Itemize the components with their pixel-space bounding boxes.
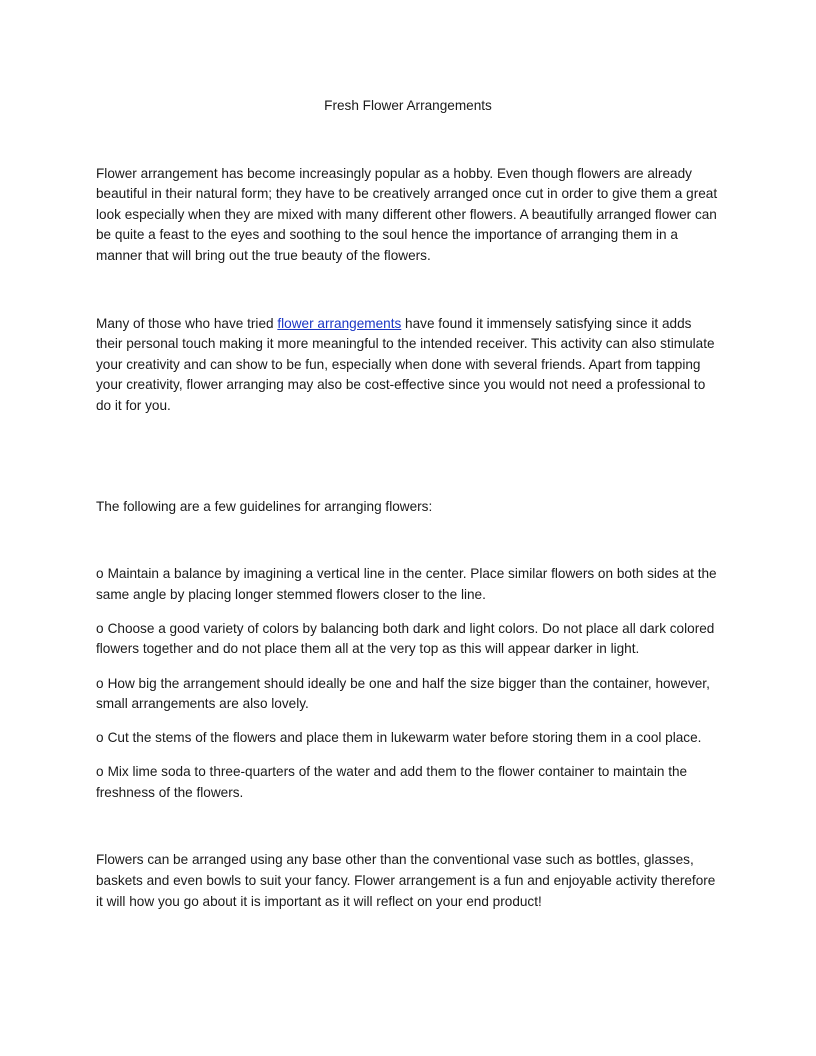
list-item — [96, 674, 720, 715]
bullet-marker: o — [96, 764, 104, 780]
closing-paragraph: Flowers can be arranged using any base other than the conventional vase such as bottles, glasses, baskets and even bowls to suit your fancy. Flower arrangement is a fun and enjoyable activity therefore it will how you go about it is important as it will reflect on your end product! — [96, 852, 716, 909]
hobby-paragraph-text-start: Many of those who have tried — [96, 315, 278, 331]
list-item — [96, 564, 720, 605]
bullet-marker: o — [96, 566, 104, 582]
list-item-text: Maintain a balance by imagining a vertical line in the center. Place similar flowers on both sides at the same angle by placing longer stemmed flowers closer to the line. — [96, 566, 717, 602]
flower-arrangements-link[interactable]: flower arrangements — [277, 315, 402, 331]
list-item-text: Choose a good variety of colors by balancing both dark and light colors. Do not place all dark colored flowers together and do not place them all at the very top as this will appear darker in light. — [96, 620, 715, 657]
guideline-list — [96, 564, 720, 803]
bullet-marker: o — [96, 620, 104, 636]
guidelines-intro: The following are a few guidelines for arranging flowers: — [96, 498, 433, 514]
bullet-marker: o — [96, 730, 104, 746]
intro-paragraph: Flower arrangement has become increasingly popular as a hobby. Even though flowers are already beautiful in their natural form; they have to be creatively arranged once cut in order to give them a great look especially when they are mixed with many different other flowers. A beautifully arranged flower can be quite a feast to the eyes and soothing to the soul hence the importance of arranging them in a manner that will bring out the true beauty of the flowers. — [96, 165, 718, 263]
hobby-paragraph — [96, 314, 720, 417]
list-item — [96, 762, 720, 803]
page-title: Fresh Flower Arrangements — [324, 98, 492, 113]
document-body — [96, 96, 720, 912]
list-item-text: Cut the stems of the flowers and place them in lukewarm water before storing them in a cool place. — [107, 730, 702, 746]
list-item-text: How big the arrangement should ideally be one and half the size bigger than the container, however, small arrangements are also lovely. — [96, 675, 710, 712]
list-item — [96, 728, 720, 749]
bullet-marker: o — [96, 675, 104, 691]
list-item — [96, 619, 720, 660]
hobby-paragraph-text-end: have found it immensely satisfying since it adds their personal touch making it more meaningful to the intended receiver. This activity can also stimulate your creativity and can show to be fun, especially when done with several friends. Apart from tapping your creativity, flower arranging may also be cost-effective since you would not need a professional to do it for you. — [96, 315, 715, 413]
list-item-text: Mix lime soda to three-quarters of the water and add them to the flower container to maintain the freshness of the flowers. — [96, 764, 688, 800]
